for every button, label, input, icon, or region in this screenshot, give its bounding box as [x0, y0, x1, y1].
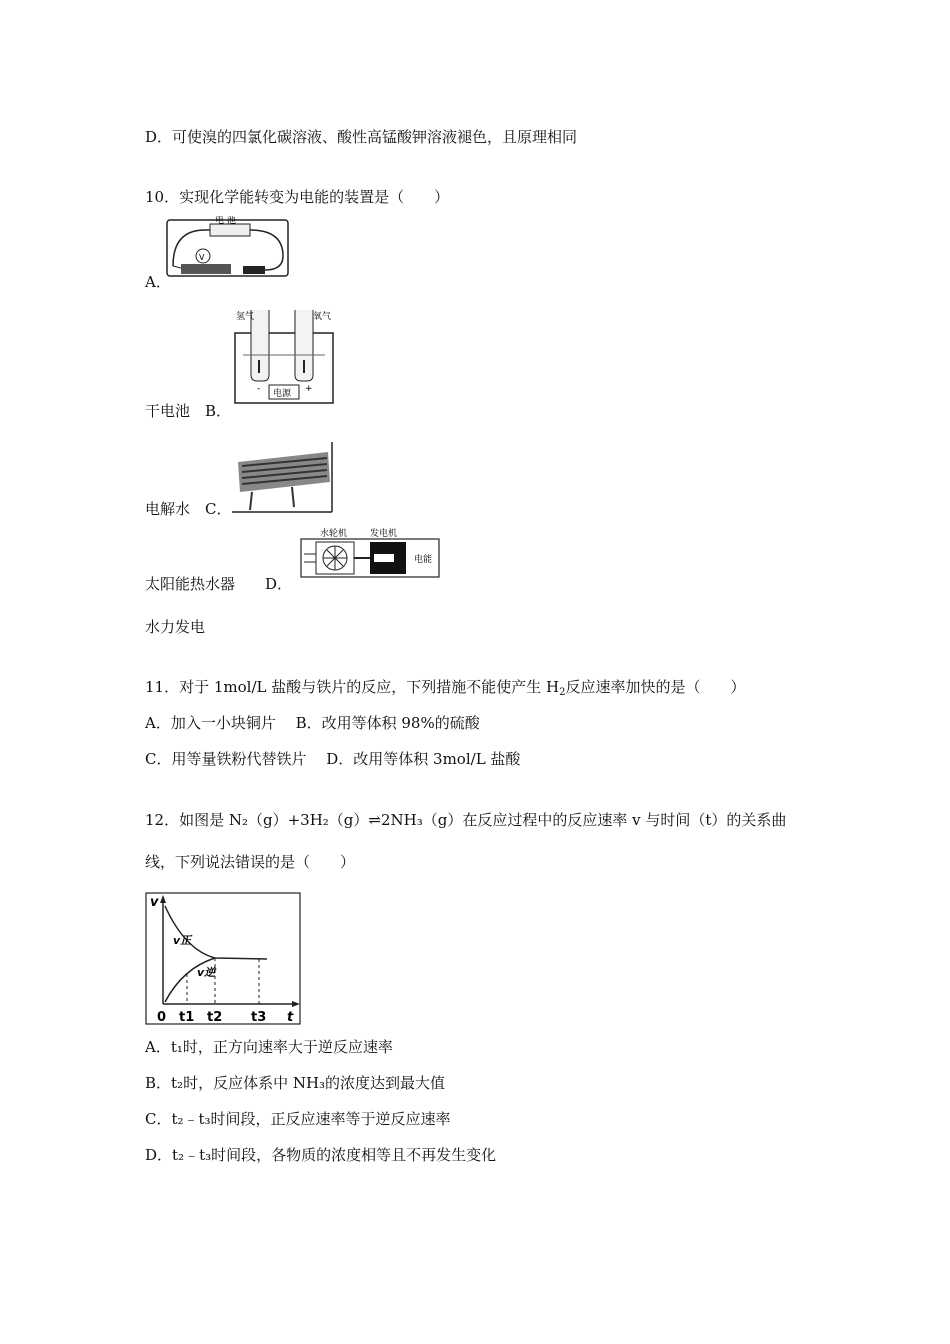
- v-reverse-label: v逆: [197, 966, 216, 979]
- q10-trailing-text: 水力发电: [145, 618, 206, 636]
- oxygen-label: 氧气: [313, 312, 332, 322]
- q11-options-cd: C．用等量铁粉代替铁片 D．改用等体积 3mol/L 盐酸: [145, 750, 521, 768]
- q11-options-ab: A．加入一小块铜片 B．改用等体积 98%的硫酸: [145, 714, 480, 732]
- hydropower-figure: [300, 526, 440, 578]
- q12-stem-line1: 12．如图是 N₂（g）+3H₂（g）⇌2NH₃（g）在反应过程中的反应速率 v 与时间（t）的关系曲: [145, 811, 787, 829]
- q12-option-b: B．t₂时，反应体系中 NH₃的浓度达到最大值: [145, 1074, 446, 1092]
- q9-option-d: D．可使溴的四氯化碳溶液、酸性高锰酸钾溶液褪色，且原理相同: [145, 128, 578, 146]
- battery-label: 电 池: [215, 216, 236, 226]
- rate-time-graph: [145, 892, 303, 1026]
- tick-t3: t3: [251, 1010, 267, 1025]
- svg-text:V: V: [199, 253, 205, 262]
- tick-t1: t1: [179, 1010, 195, 1025]
- q11-stem: 11．对于 1mol/L 盐酸与铁片的反应，下列措施不能使产生 $H_2$反应速率加快的是（ ）: [145, 678, 746, 698]
- q12-option-a: A．t₁时，正方向速率大于逆反应速率: [145, 1038, 393, 1056]
- electric-energy-label: 电能: [414, 555, 433, 565]
- generator-label: 发电机: [370, 529, 398, 539]
- power-source-label: 电源: [273, 389, 292, 399]
- svg-text:-: -: [257, 384, 261, 394]
- q10-option-d-text: 太阳能热水器 D．: [145, 575, 293, 593]
- origin-label: 0: [157, 1010, 167, 1025]
- q12-option-d: D．t₂﹣t₃时间段，各物质的浓度相等且不再发生变化: [145, 1146, 497, 1164]
- turbine-label: 水轮机: [320, 529, 348, 539]
- x-axis-label: t: [287, 1010, 294, 1025]
- battery-circuit-figure: [165, 216, 290, 278]
- electrolysis-figure: [233, 305, 335, 405]
- y-axis-label: v: [150, 895, 159, 910]
- q10-option-c-text: 电解水 C．: [145, 500, 232, 518]
- tick-t2: t2: [207, 1010, 223, 1025]
- q12-option-c: C．t₂﹣t₃时间段，正反应速率等于逆反应速率: [145, 1110, 451, 1128]
- q10-option-a-label: A．: [145, 273, 171, 291]
- svg-text:+: +: [305, 384, 313, 394]
- q10-option-b-text: 干电池 B．: [145, 402, 232, 420]
- solar-water-heater-figure: [232, 442, 334, 514]
- q10-stem: 10．实现化学能转变为电能的装置是（ ）: [145, 188, 450, 206]
- q12-stem-line2: 线，下列说法错误的是（ ）: [145, 853, 356, 871]
- v-forward-label: v正: [173, 934, 192, 947]
- hydrogen-label: 氢气: [236, 312, 255, 322]
